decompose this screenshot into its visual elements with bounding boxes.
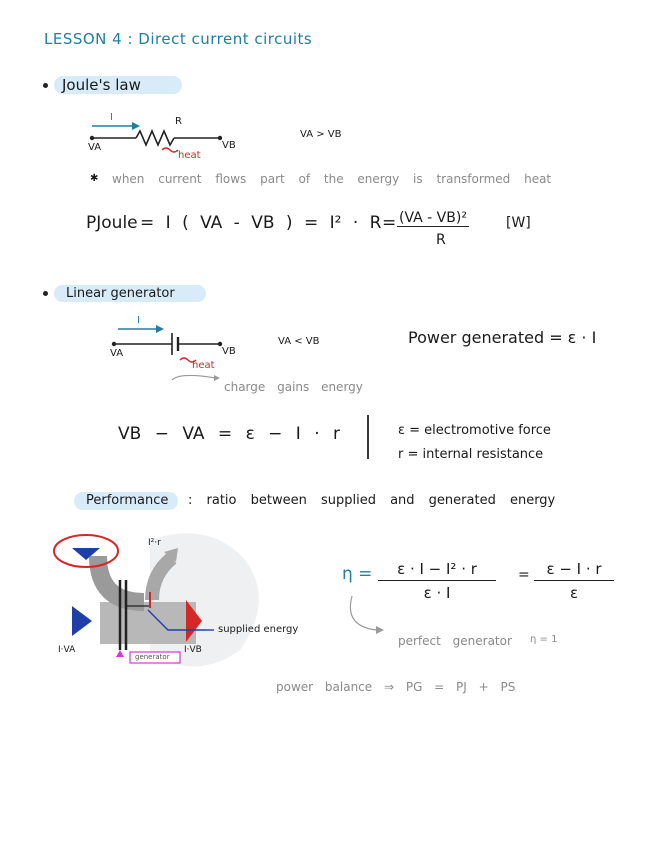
joule-current-label: I: [110, 112, 113, 123]
lesson-title: LESSON 4 : Direct current circuits: [44, 30, 313, 48]
power-balance: power balance ⇒ PG = PJ + PS: [276, 680, 516, 694]
frac2-numerator: ε − I · r: [546, 560, 602, 578]
generator-heading: Linear generator: [66, 286, 175, 301]
joule-inequality: VA > VB: [300, 129, 342, 140]
joule-heat-label: heat: [178, 150, 201, 161]
perfect-generator-note: perfect generator: [398, 634, 512, 648]
diagram-generator-label: generator: [135, 653, 170, 661]
generator-current-label: I: [137, 315, 140, 326]
generator-equation: VB − VA = ε − I · r: [118, 424, 341, 444]
joule-note: when current flows part of the energy is transformed heat: [112, 172, 552, 186]
generator-inequality: VA < VB: [278, 336, 320, 347]
note-star-icon: ✱: [90, 173, 99, 184]
joule-unit: [W]: [506, 215, 531, 231]
joule-node-a: VA: [88, 142, 102, 153]
frac2-denominator: ε: [569, 584, 579, 602]
performance-description: : ratio between supplied and generated energy: [188, 493, 556, 508]
joule-formula-2-den: R: [436, 232, 446, 248]
joule-heading: Joule's law: [62, 76, 141, 94]
diagram-top-right-label: I²·r: [148, 538, 161, 548]
internal-resistance-definition: r = internal resistance: [398, 447, 544, 462]
diagram-right-label: I·VB: [184, 645, 202, 655]
joule-formula-1: = I ( VA - VB ) = I² · R: [140, 213, 382, 233]
generator-heat-label: heat: [192, 360, 215, 371]
joule-node-b: VB: [222, 140, 236, 151]
generator-node-b: VB: [222, 346, 236, 357]
joule-resistor-label: R: [175, 116, 182, 127]
generator-node-a: VA: [110, 348, 124, 359]
diagram-left-label: I·VA: [58, 645, 76, 655]
emf-definition: ε = electromotive force: [398, 423, 551, 438]
eta-symbol: η =: [342, 564, 373, 584]
perfect-generator-value: η = 1: [530, 634, 558, 645]
joule-formula-2-num: (VA - VB)²: [399, 210, 467, 226]
joule-p-label: PJoule: [86, 213, 138, 233]
frac1-numerator: ε · I − I² · r: [397, 560, 477, 578]
joule-eq-sign: =: [382, 213, 397, 233]
frac1-denominator: ε · I: [423, 584, 451, 602]
frac2-bar: [534, 580, 614, 581]
diagram-supplied-label: supplied energy: [218, 624, 299, 635]
frac-equals: =: [518, 567, 530, 583]
frac1-bar: [378, 580, 496, 581]
diagram-top-left-label: εI: [80, 538, 88, 548]
performance-heading: Performance: [86, 493, 169, 508]
power-generated: Power generated = ε · I: [408, 328, 597, 347]
generator-note: charge gains energy: [224, 380, 363, 394]
